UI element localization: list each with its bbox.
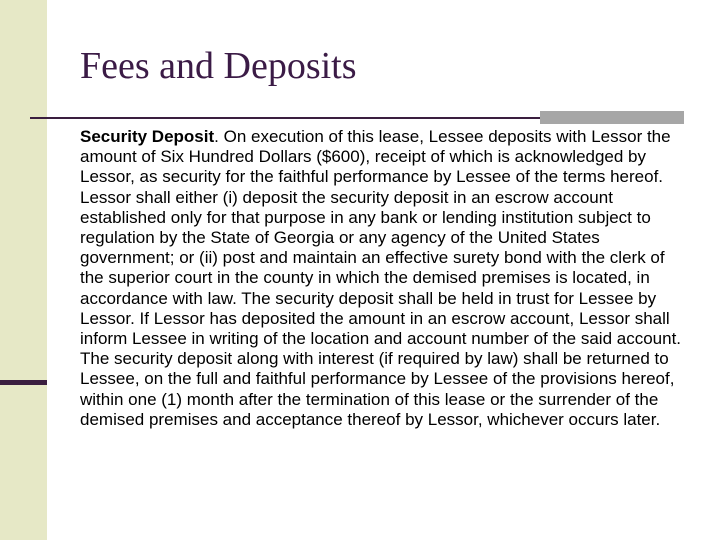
title-divider [30,117,540,119]
left-accent-bar [0,380,47,385]
left-decorative-band [0,0,47,540]
slide-title: Fees and Deposits [80,45,357,87]
body-text: . On execution of this lease, Lessee deposits with Lessor the amount of Six Hundred Dollars ($600), receipt of which is acknowledged by Lessor, as security for the faithful performance by Lessee of the terms hereof. Lessor shall either (i) deposit the security deposit in an escrow account established only for that purpose in any bank or lending institution subject to regulation by the State of Georgia or any agency of the United States government; or (ii) post and maintain an effective surety bond with the clerk of the superior court in the county in which the demised premises is located, in accordance with law. The security deposit shall be held in trust for Lessee by Lessor. If Lessor has deposited the amount in an escrow account, Lessor shall inform Lessee in writing of the location and account number of the said account. The security deposit along with interest (if required by law) shall be returned to Lessee, on the full and faithful performance by Lessee of the provisions hereof, within one (1) month after the termination of this lease or the surrender of the demised premises and acceptance thereof by Lessor, whichever occurs later. [80,127,682,429]
divider-accent-block [540,111,684,124]
slide-body [80,127,682,430]
body-term: Security Deposit [80,127,215,146]
